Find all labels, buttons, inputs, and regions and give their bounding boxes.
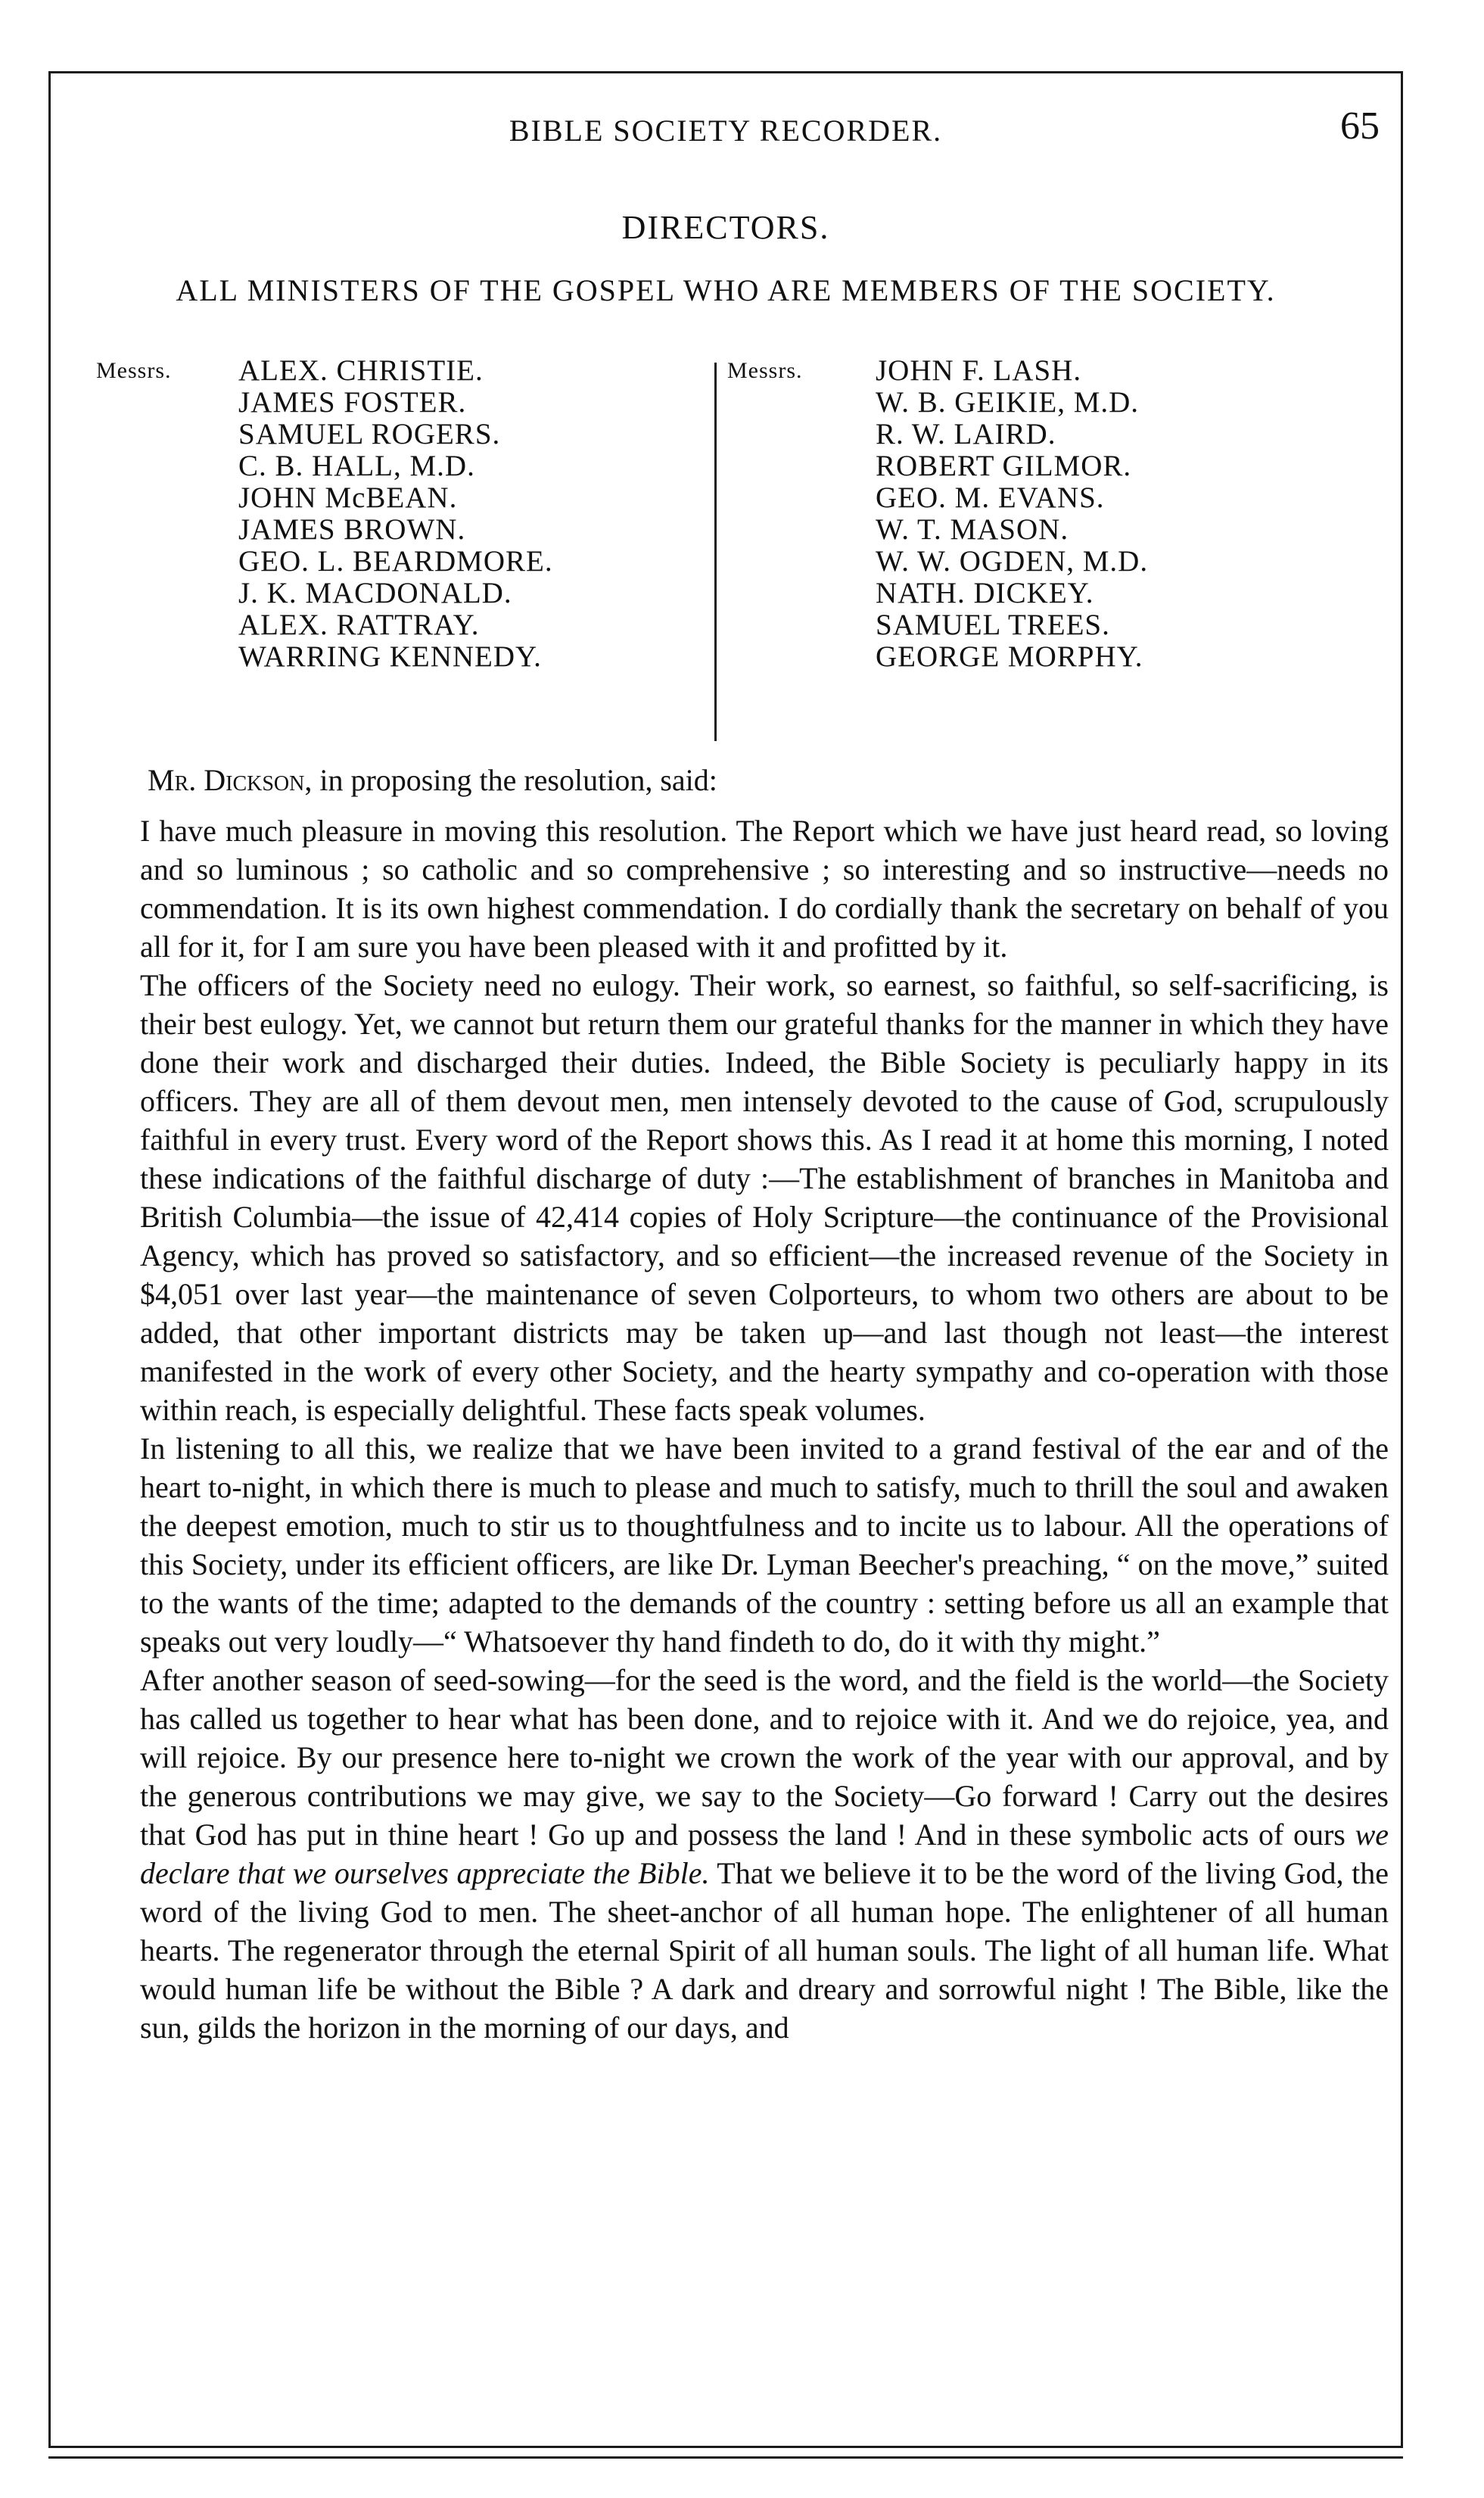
speaker-name: Mr. Dickson, (148, 763, 313, 797)
director-name: JOHN F. LASH. (876, 354, 1082, 387)
right-names (876, 355, 1148, 673)
director-name: NATH. DICKEY. (876, 577, 1094, 609)
paragraph: I have much pleasure in moving this resolution. The Report which we have just heard read, so loving and so luminous ; so catholic and so comprehensive ; so interesting and so instructive—needs no commendation. It is its own highest commendation. I do cordially thank the secretary on behalf of you all for it, for I am sure you have been pleased with it and profitted by it. (140, 814, 1389, 964)
director-name: ALEX. RATTRAY. (238, 609, 480, 641)
director-name: R. W. LAIRD. (876, 418, 1056, 450)
page-border (48, 71, 1403, 2448)
column-divider (714, 363, 717, 741)
director-name: W. T. MASON. (876, 513, 1069, 546)
paragraph-text: After another season of seed-sowing—for the seed is the word, and the field is the world—the Society has called us together to hear what has been done, and to rejoice with it. And we do rejoice, yea, and will rejoice. By our presence here to-night we crown the work of the year with our approval, and by the generous contributions we may give, we say to the Society—Go forward ! Carry out the desires that God has put in thine heart ! Go up and possess the land ! And in these symbolic acts of ours (140, 1663, 1389, 1852)
director-name: W. B. GEIKIE, M.D. (876, 386, 1140, 419)
paragraph-text-tail: That we believe it to be the word of the living God, the word of the living God to men. The sheet-anchor of all human hope. The enlightener of all human hearts. The regenerator through the eternal Spirit of all human souls. The light of all human life. What would human life be without the Bible ? A dark and dreary and sorrowful night ! The Bible, like the sun, gilds the horizon in the morning of our days, and (140, 1856, 1389, 2045)
director-name: ROBERT GILMOR. (876, 450, 1132, 482)
paragraph (140, 1661, 1389, 2047)
directors-subtitle: ALL MINISTERS OF THE GOSPEL WHO ARE MEMBERS OF THE SOCIETY. (176, 273, 1276, 307)
speech-body (140, 811, 1389, 2047)
directors-left-column (96, 355, 553, 673)
director-name: W. W. OGDEN, M.D. (876, 545, 1149, 578)
italic-phrase: we declare that we ourselves appreciate the Bible. (140, 1817, 1389, 1890)
running-head: BIBLE SOCIETY RECORDER. (509, 114, 943, 148)
director-name: SAMUEL ROGERS. (238, 418, 501, 450)
director-name: JOHN McBEAN. (238, 481, 458, 514)
director-name: ALEX. CHRISTIE. (238, 354, 484, 387)
director-name: GEO. L. BEARDMORE. (238, 545, 553, 578)
messrs-prefix-right: Messrs. (727, 358, 803, 383)
messrs-prefix-left: Messrs. (96, 358, 172, 383)
director-name: C. B. HALL, M.D. (238, 450, 475, 482)
page-number: 65 (1340, 104, 1380, 148)
page-bottom-rule (48, 2456, 1403, 2459)
director-name: JAMES FOSTER. (238, 386, 467, 419)
paragraph: In listening to all this, we realize that we have been invited to a grand festival of the ear and of the heart to-night, in which there is much to please and much to satisfy, much to thrill the soul and awaken the deepest emotion, much to stir us to thoughtfulness and to incite us to labour. All the operations of this Society, under its efficient officers, are like Dr. Lyman Beecher's preaching, “ on the move,” suited to the wants of the time; adapted to the demands of the country : setting before us all an example that speaks out very loudly—“ Whatsoever thy hand findeth to do, do it with thy might.” (140, 1431, 1389, 1659)
speech-intro-text: in proposing the resolution, said: (312, 763, 717, 797)
speech-intro (148, 762, 717, 798)
director-name: WARRING KENNEDY. (238, 640, 542, 673)
left-names (238, 355, 553, 673)
director-name: JAMES BROWN. (238, 513, 466, 546)
director-name: J. K. MACDONALD. (238, 577, 512, 609)
director-name: GEO. M. EVANS. (876, 481, 1105, 514)
directors-title: DIRECTORS. (621, 209, 830, 246)
paragraph: The officers of the Society need no eulogy. Their work, so earnest, so faithful, so self-sacrificing, is their best eulogy. Yet, we cannot but return them our grateful thanks for the manner in which they have done their work and discharged their duties. Indeed, the Bible Society is peculiarly happy in its officers. They are all of them devout men, men intensely devoted to the cause of God, scrupulously faithful in every trust. Every word of the Report shows this. As I read it at home this morning, I noted these indications of the faithful discharge of duty :—The establishment of branches in Manitoba and British Columbia—the issue of 42,414 copies of Holy Scripture—the continuance of the Provisional Agency, which has proved so satisfactory, and so efficient—the increased revenue of the Society in $4,051 over last year—the maintenance of seven Colporteurs, to whom two others are about to be added, that other important districts may be taken up—and last though not least—the interest manifested in the work of every other Society, and the hearty sympathy and co-operation with those within reach, is especially delightful. These facts speak volumes. (140, 968, 1389, 1427)
director-name: GEORGE MORPHY. (876, 640, 1143, 673)
directors-right-column (727, 355, 1148, 673)
director-name: SAMUEL TREES. (876, 609, 1110, 641)
